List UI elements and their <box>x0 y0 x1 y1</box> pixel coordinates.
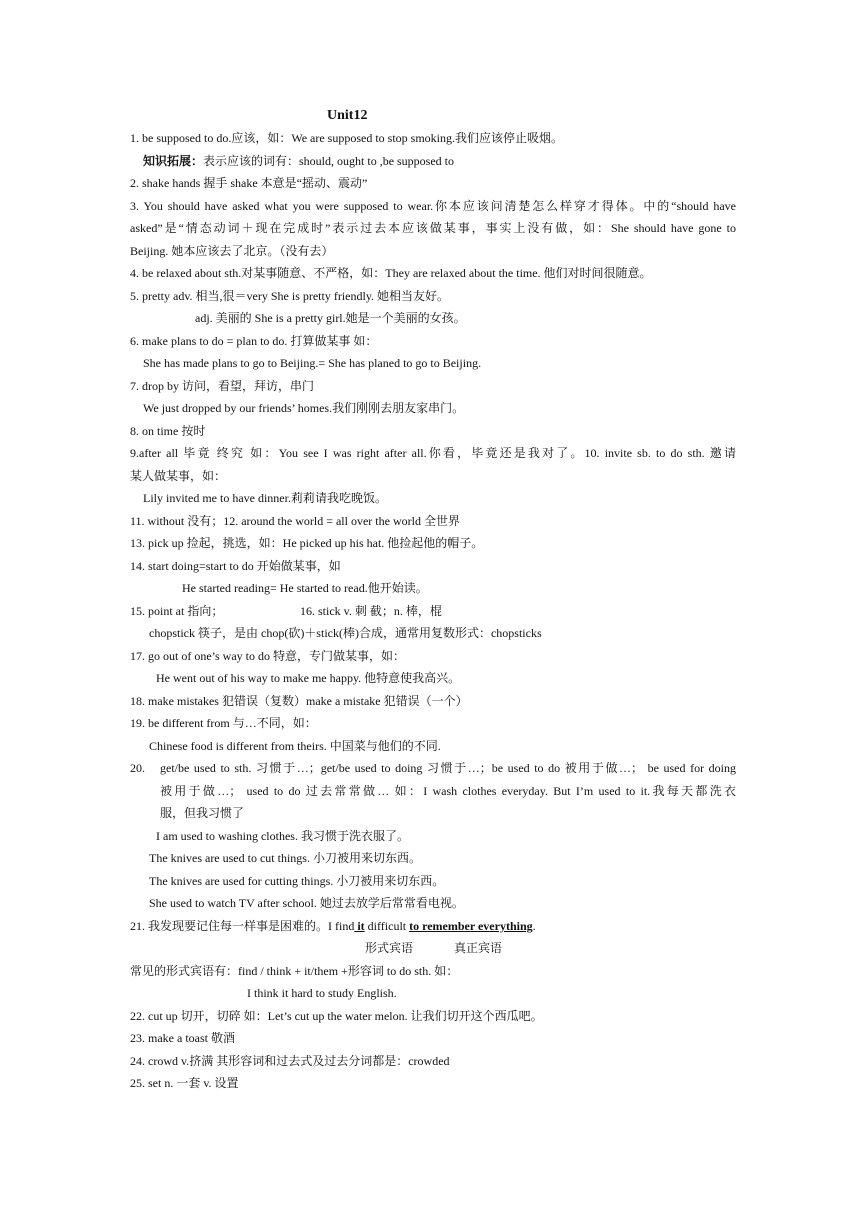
item-3-line-1: 3. You should have asked what you were supposed to wear.你本应该问清楚怎么样穿才得体。中的“should have <box>130 199 736 213</box>
item-23: 23. make a toast 敬酒 <box>130 1031 235 1045</box>
item-11-12: 11. without 没有；12. around the world = all over the world 全世界 <box>130 514 460 528</box>
item-19: 19. be different from 与…不同，如： <box>130 716 317 730</box>
knowledge-extension-label: 知识拓展： <box>143 154 204 168</box>
item-20-example-1: I am used to washing clothes. 我习惯于洗衣服了。 <box>156 829 409 843</box>
item-21-prefix: 21. 我发现要记住每一样事是困难的。I find <box>130 919 355 933</box>
item-14: 14. start doing=start to do 开始做某事，如 <box>130 559 341 573</box>
item-17: 17. go out of one’s way to do 特意，专门做某事，如： <box>130 649 405 663</box>
item-20-number: 20. <box>130 761 145 775</box>
item-6-example: She has made plans to go to Beijing.= She has planed to go to Beijing. <box>143 356 482 370</box>
item-21-rule: 常见的形式宾语有：find / think + it/them +形容词 to do sth. 如： <box>130 964 459 978</box>
real-object-infinitive: to remember everything <box>409 919 533 933</box>
item-5-line-1: 5. pretty adv. 相当,很＝very She is pretty friendly. 她相当友好。 <box>130 289 450 303</box>
item-21-example: I think it hard to study English. <box>247 986 397 1000</box>
item-7: 7. drop by 访问，看望，拜访，串门 <box>130 379 314 393</box>
item-8: 8. on time 按时 <box>130 424 206 438</box>
item-13: 13. pick up 捡起，挑选，如：He picked up his hat. 他捡起他的帽子。 <box>130 536 484 550</box>
item-15: 15. point at 指向； <box>130 604 224 618</box>
item-16-note: chopstick 筷子，是由 chop(砍)＋stick(棒)合成，通常用复数形式：chopsticks <box>149 626 542 640</box>
item-4: 4. be relaxed about sth.对某事随意、不严格，如：They are relaxed about the time. 他们对时间很随意。 <box>130 266 652 280</box>
item-20-line-2: 被用于做…； used to do 过去常常做… 如：I wash clothes everyday. But I’m used to it.我每天都洗衣 <box>160 784 736 798</box>
item-6: 6. make plans to do = plan to do. 打算做某事 如： <box>130 334 378 348</box>
item-21-middle: difficult <box>364 919 410 933</box>
item-20-example-3: The knives are used for cutting things. 小刀被用来切东西。 <box>149 874 445 888</box>
item-25: 25. set n. 一套 v. 设置 <box>130 1076 239 1090</box>
item-1: 1. be supposed to do.应该，如：We are supposed to stop smoking.我们应该停止吸烟。 <box>130 131 564 145</box>
item-21 <box>130 915 736 938</box>
item-3-line-2: asked”是“情态动词＋现在完成时”表示过去本应该做某事，事实上没有做，如：She should have gone to <box>130 221 736 235</box>
item-10-line-2: 某人做某事，如： <box>130 469 227 483</box>
item-5-line-2: adj. 美丽的 She is a pretty girl.她是一个美丽的女孩。 <box>195 311 466 325</box>
item-14-example: He started reading= He started to read.他开始读。 <box>182 581 428 595</box>
item-24: 24. crowd v.挤满 其形容词和过去式及过去分词都是：crowded <box>130 1054 450 1068</box>
knowledge-extension <box>143 150 749 173</box>
item-9-10-line-1: 9.after all 毕竟 终究 如：You see I was right after all.你看，毕竟还是我对了。10. invite sb. to do sth. 邀请 <box>130 446 736 460</box>
page-title: Unit12 <box>327 108 368 123</box>
item-3-line-3: Beijing. 她本应该去了北京。（没有去） <box>130 244 334 258</box>
item-21-end: . <box>532 919 536 933</box>
formal-object-it: it <box>354 919 365 933</box>
item-20-example-2: The knives are used to cut things. 小刀被用来切东西。 <box>149 851 421 865</box>
item-18: 18. make mistakes 犯错误（复数）make a mistake 犯错误（一个） <box>130 694 468 708</box>
knowledge-extension-text: 表示应该的词有：should, ought to ,be supposed to <box>203 154 455 168</box>
formal-object-note: 形式宾语 <box>365 941 414 955</box>
item-19-example: Chinese food is different from theirs. 中国菜与他们的不同. <box>149 739 441 753</box>
item-10-example: Lily invited me to have dinner.莉莉请我吃晚饭。 <box>143 491 387 505</box>
item-20-line-3: 服，但我习惯了 <box>160 806 245 820</box>
item-2: 2. shake hands 握手 shake 本意是“摇动、震动” <box>130 176 368 190</box>
item-7-example: We just dropped by our friends’ homes.我们刚刚去朋友家串门。 <box>143 401 465 415</box>
item-16: 16. stick v. 刺 截；n. 棒，棍 <box>300 604 442 618</box>
real-object-note: 真正宾语 <box>454 941 503 955</box>
item-17-example: He went out of his way to make me happy. 他特意使我高兴。 <box>156 671 461 685</box>
item-20-example-4: She used to watch TV after school. 她过去放学后常常看电视。 <box>149 896 464 910</box>
item-22: 22. cut up 切开，切碎 如：Let’s cut up the water melon. 让我们切开这个西瓜吧。 <box>130 1009 543 1023</box>
item-20-line-1: get/be used to sth. 习惯于…；get/be used to doing 习惯于…；be used to do 被用于做…； be used for doing <box>160 761 736 775</box>
